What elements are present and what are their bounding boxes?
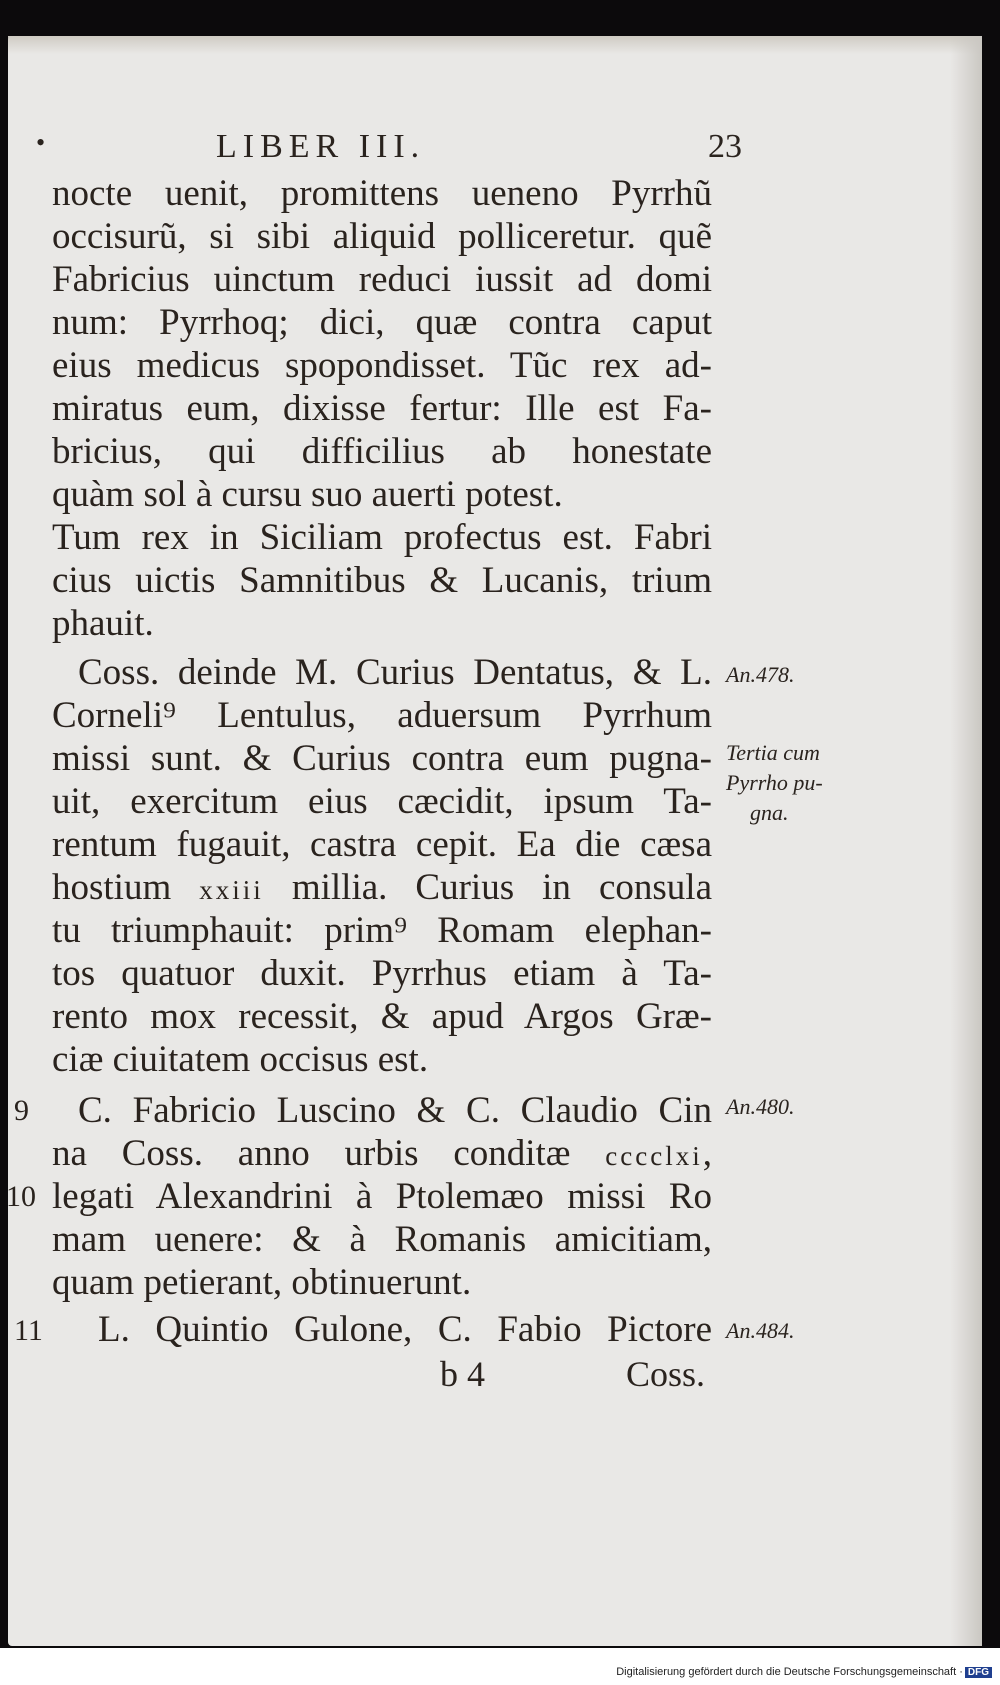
text-line: C. Fabricio Luscino & C. Claudio Cin (78, 1090, 712, 1131)
text-line: quàm sol à cursu suo auerti potest. (52, 474, 563, 515)
catchword: Coss. (626, 1354, 706, 1394)
text-line: tu triumphauit: prim⁹ Romam elephan- (52, 910, 712, 951)
line-number: 9 (14, 1094, 29, 1127)
text-line: nocte uenit, promittens ueneno Pyrrhũ (52, 173, 712, 214)
text-line: ciæ ciuitatem occisus est. (52, 1039, 429, 1080)
text-line: occisurũ, si sibi aliquid polliceretur. quẽ (52, 216, 712, 257)
text-line: eius medicus spopondisset. Tũc rex ad- (52, 345, 712, 386)
header-mark: • (36, 128, 46, 157)
text-line: legati Alexandrini à Ptolemæo missi Ro (52, 1176, 712, 1217)
text-line: Fabricius uinctum reduci iussit ad domi (52, 259, 712, 300)
text-line: rento mox recessit, & apud Argos Græ- (52, 996, 712, 1037)
text-line: rentum fugauit, castra cepit. Ea die cæsa (52, 824, 712, 865)
margin-note-year: An.480. (726, 1094, 795, 1119)
margin-note-year: An.484. (726, 1318, 795, 1343)
margin-note: Pyrrho pu- (726, 770, 823, 795)
text-line: Corneli⁹ Lentulus, aduersum Pyrrhum (52, 695, 712, 736)
signature-mark: b 4 (440, 1354, 485, 1394)
text-line: quam petierant, obtinuerunt. (52, 1262, 472, 1303)
text-line (52, 1132, 712, 1176)
line-part: na Coss. anno urbis conditæ (52, 1133, 606, 1174)
running-title: LIBER III. (216, 128, 426, 165)
page-number: 23 (708, 128, 742, 165)
text-line (52, 866, 712, 910)
text-line: Tum rex in Siciliam profectus est. Fabri (52, 517, 712, 558)
text-line: uit, exercitum eius cæcidit, ipsum Ta- (52, 781, 712, 822)
roman-numeral: cccclxi (605, 1141, 703, 1171)
line-part: hostium (52, 867, 200, 908)
text-line: cius uictis Samnitibus & Lucanis, trium (52, 560, 712, 601)
margin-note: gna. (750, 800, 789, 825)
text-line: mam uenere: & à Romanis amicitiam, (52, 1219, 712, 1260)
text-line: phauit. (52, 603, 154, 644)
line-part: , (702, 1133, 712, 1174)
text-line: missi sunt. & Curius contra eum pugna- (52, 738, 712, 779)
text-line: miratus eum, dixisse fertur: Ille est Fa- (52, 388, 712, 429)
line-part: millia. Curius in consula (263, 867, 712, 908)
margin-note-year: An.478. (726, 662, 795, 687)
roman-numeral: xxiii (199, 875, 264, 905)
margin-note: Tertia cum (726, 740, 820, 765)
credit-text: Digitalisierung gefördert durch die Deutsche Forschungsgemeinschaft · (616, 1666, 963, 1678)
text-line: tos quatuor duxit. Pyrrhus etiam à Ta- (52, 953, 712, 994)
line-number: 10 (6, 1180, 36, 1213)
line-number: 11 (14, 1314, 43, 1347)
text-line: num: Pyrrhoq; dici, quæ contra caput (52, 302, 712, 343)
digitization-credit (560, 1666, 992, 1682)
text-line: bricius, qui difficilius ab honestate (52, 431, 712, 472)
dfg-logo: DFG (965, 1667, 992, 1678)
text-line: L. Quintio Gulone, C. Fabio Pictore (98, 1309, 712, 1350)
text-line: Coss. deinde M. Curius Dentatus, & L. (78, 652, 712, 693)
